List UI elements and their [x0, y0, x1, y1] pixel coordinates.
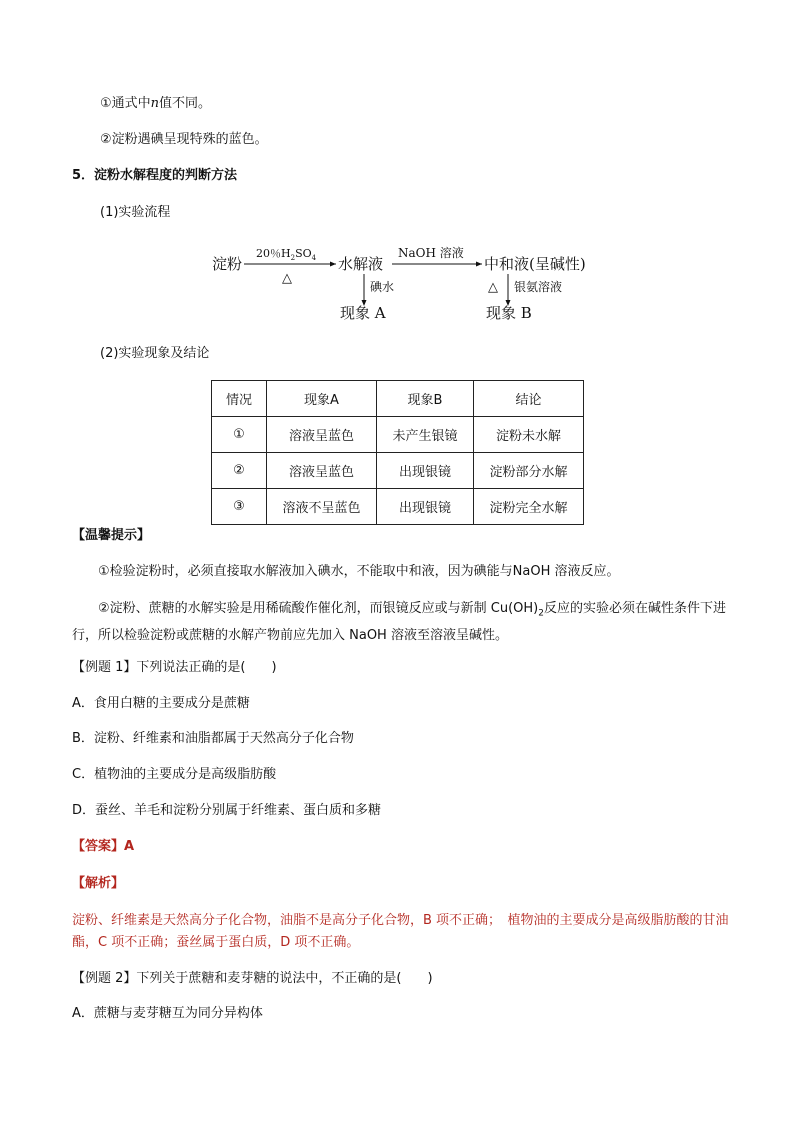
- tips-heading: 【温馨提示】: [72, 528, 151, 543]
- flow-branch-silver-ammonia: 银氨溶液: [514, 280, 563, 294]
- flow-reagent-1: 20％$H_2SO_4$: [256, 247, 317, 262]
- tip-2-part-a: ②淀粉、蔗糖的水解实验是用稀硫酸作催化剂，而银镜反应或与新制 Cu(OH): [98, 601, 539, 616]
- arrow-1-head: [330, 262, 336, 267]
- example-1-answer: 【答案】A: [72, 839, 135, 854]
- example-1-option-c: C．植物油的主要成分是高级脂肪酸: [72, 767, 277, 782]
- heat-symbol-2: △: [488, 280, 498, 295]
- example-1-question: 【例题 1】下列说法正确的是( ): [72, 660, 277, 675]
- flow-node-neutralized: 中和液(呈碱性): [484, 255, 586, 273]
- intro-item-1-prefix: ①通式中: [100, 96, 151, 111]
- tip-2-subscript: 2: [538, 608, 544, 619]
- table-cell: 未产生银镜: [377, 417, 474, 453]
- subsection-results-title: (2)实验现象及结论: [100, 346, 210, 361]
- flow-reagent-2: NaOH 溶液: [398, 246, 464, 260]
- flow-result-a: 现象 A: [340, 304, 386, 322]
- table-row: [212, 489, 584, 525]
- intro-item-1: [100, 95, 211, 113]
- table-cell: 淀粉部分水解: [474, 453, 584, 489]
- experiment-flow-diagram: [200, 236, 620, 328]
- example-2-option-a: A．蔗糖与麦芽糖互为同分异构体: [72, 1006, 263, 1021]
- table-cell: 溶液不呈蓝色: [267, 489, 377, 525]
- table-cell: ③: [212, 489, 267, 525]
- flow-node-hydrolysate: 水解液: [338, 255, 384, 273]
- table-cell: 出现银镜: [377, 453, 474, 489]
- example-1-option-a: A．食用白糖的主要成分是蔗糖: [72, 696, 250, 711]
- table-cell: 溶液呈蓝色: [267, 417, 377, 453]
- table-header-cell: 现象B: [377, 381, 474, 417]
- flow-branch-iodine: 碘水: [370, 280, 395, 294]
- table-header-cell: 现象A: [267, 381, 377, 417]
- table-header-cell: 结论: [474, 381, 584, 417]
- example-1-option-b: B．淀粉、纤维素和油脂都属于天然高分子化合物: [72, 731, 354, 746]
- example-1-analysis-heading: 【解析】: [72, 876, 125, 891]
- section-heading: 5．淀粉水解程度的判断方法: [72, 168, 238, 183]
- table-row: [212, 453, 584, 489]
- table-cell: 淀粉未水解: [474, 417, 584, 453]
- example-2-question: 【例题 2】下列关于蔗糖和麦芽糖的说法中，不正确的是( ): [72, 971, 433, 986]
- table-cell: 淀粉完全水解: [474, 489, 584, 525]
- table-header-cell: 情况: [212, 381, 267, 417]
- table-cell: 溶液呈蓝色: [267, 453, 377, 489]
- intro-item-2: ②淀粉遇碘呈现特殊的蓝色。: [100, 132, 268, 147]
- table-cell: ②: [212, 453, 267, 489]
- tip-2-part-b: 反应的实验必须在碱性条件下进行，所以检验淀粉或蔗糖的水解产物前应先加入 NaOH 溶液至溶液呈碱性。: [72, 601, 727, 643]
- table-row: [212, 417, 584, 453]
- flow-result-b: 现象 B: [486, 304, 532, 322]
- table-cell: 出现银镜: [377, 489, 474, 525]
- arrow-2-head: [476, 262, 482, 267]
- tip-2: [72, 598, 732, 647]
- flow-start: 淀粉: [212, 255, 243, 273]
- example-1-option-d: D．蚕丝、羊毛和淀粉分别属于纤维素、蛋白质和多糖: [72, 803, 382, 818]
- intro-item-1-suffix: 值不同。: [159, 96, 212, 111]
- example-1-analysis: 淀粉、纤维素是天然高分子化合物，油脂不是高分子化合物，B 项不正确； 植物油的主要成分是高级脂肪酸的甘油酯，C 项不正确；蚕丝属于蛋白质，D 项不正确。: [72, 913, 729, 950]
- table-cell: ①: [212, 417, 267, 453]
- subsection-flow-title: (1)实验流程: [100, 205, 171, 220]
- tip-1: ①检验淀粉时，必须直接取水解液加入碘水，不能取中和液，因为碘能与NaOH 溶液反应。: [98, 564, 620, 579]
- heat-symbol-1: △: [282, 271, 292, 286]
- table-header-row: [212, 381, 584, 417]
- variable-n: n: [150, 96, 160, 111]
- results-table: [211, 380, 584, 525]
